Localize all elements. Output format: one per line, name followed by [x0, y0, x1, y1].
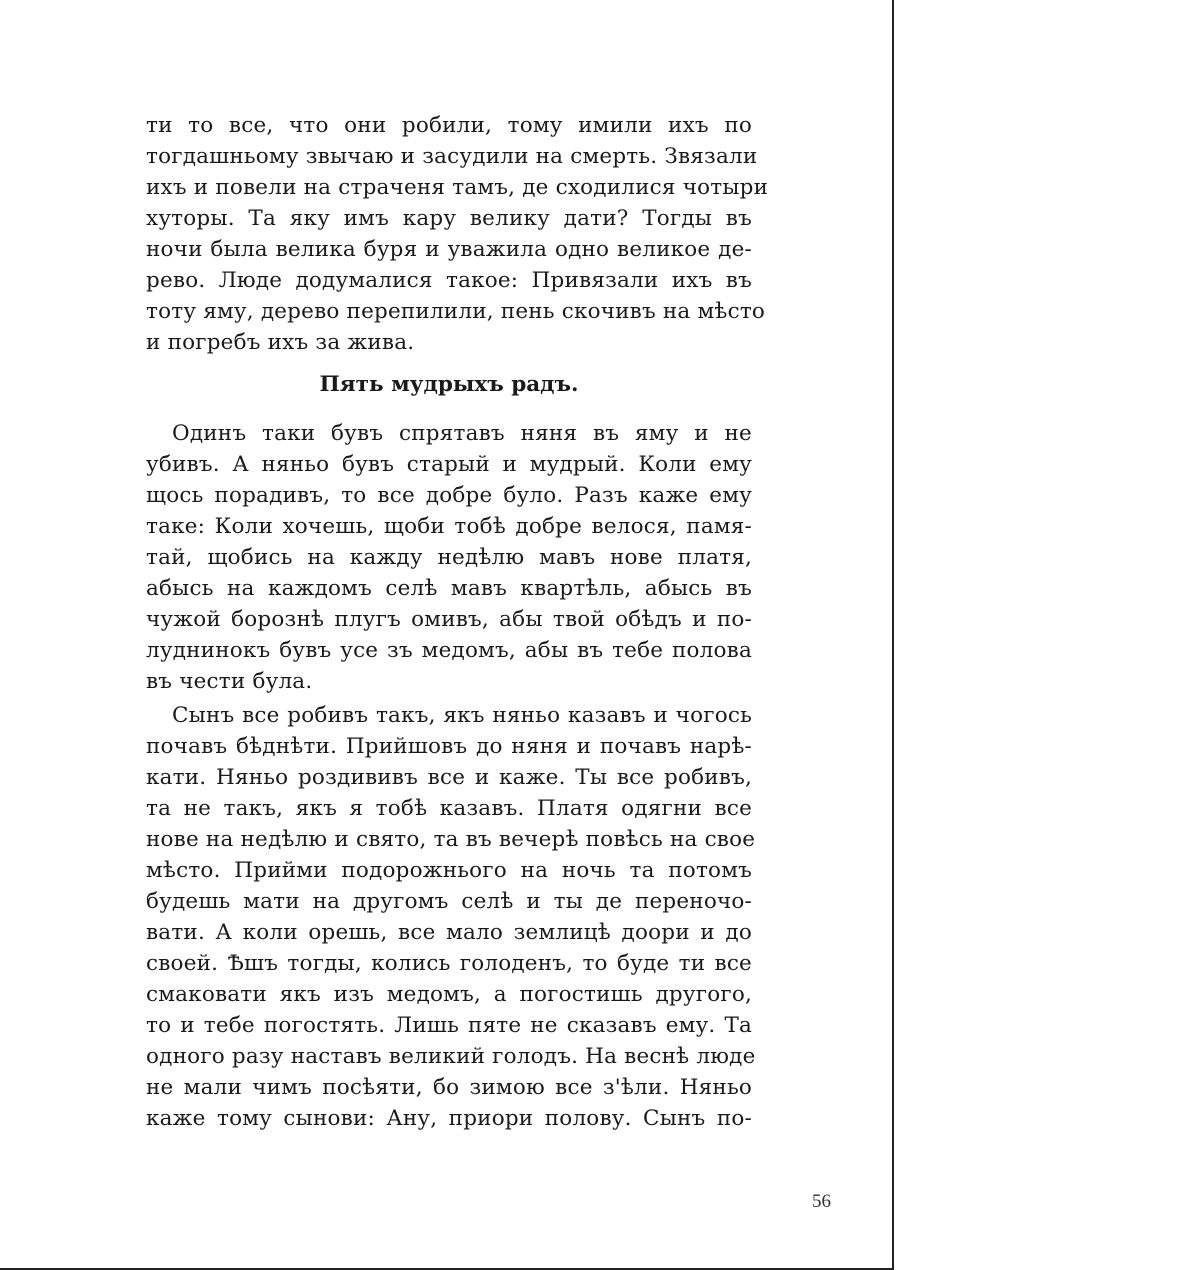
text-line: Одинъ таки бувъ спрятавъ няня въ яму и не: [172, 421, 752, 446]
text-line: въ чести була.: [146, 669, 313, 694]
text-line: своей. Ѣшъ тогды, колись голоденъ, то буде ти все: [146, 951, 752, 976]
page-number: 56: [812, 1191, 831, 1212]
text-line: щось порадивъ, то все добре було. Разъ каже ему: [146, 483, 752, 508]
paragraph-continued: [146, 110, 769, 358]
text-line: луднинокъ бувъ усе зъ медомъ, абы въ тебе полова: [146, 638, 752, 663]
text-line: каже тому сынови: Ану, приори полову. Сынъ по-: [146, 1106, 752, 1131]
text-line: та не такъ, якъ я тобѣ казавъ. Платя одягни все: [146, 796, 752, 821]
text-line: смаковати якъ изъ медомъ, а погостишь другого,: [146, 982, 752, 1007]
text-line: нове на недѣлю и свято, та въ вечерѣ повѣсь на свое: [146, 827, 756, 852]
text-line: не мали чимъ посѣяти, бо зимою все з'ѣли. Няньо: [146, 1075, 752, 1100]
text-line: вати. А коли орешь, все мало землицѣ доори и до: [146, 920, 752, 945]
section-heading: Пять мудрыхъ радъ.: [319, 372, 579, 397]
text-line: ночи была велика буря и уважила одно великое де-: [146, 237, 752, 262]
text-line: кати. Няньо роздививъ все и каже. Ты все робивъ,: [146, 765, 752, 790]
text-line: таке: Коли хочешь, щоби тобѣ добре велося, памя-: [146, 514, 752, 539]
text-line: почавъ бѣднѣти. Прийшовъ до няня и почавъ нарѣ-: [146, 734, 752, 759]
text-line: ти то все, что они робили, тому имили ихъ по: [146, 113, 752, 138]
text-line: ихъ и повели на страченя тамъ, де сходилися чотыри: [146, 175, 769, 200]
text-line: Сынъ все робивъ такъ, якъ няньо казавъ и чогось: [172, 703, 752, 728]
text-line: то и тебе погостять. Лишь пяте не сказавъ ему. Та: [146, 1013, 752, 1038]
text-line: абысь на каждомъ селѣ мавъ квартѣль, абысь въ: [146, 576, 752, 601]
text-line: убивъ. А няньо бувъ старый и мудрый. Коли ему: [146, 452, 752, 477]
text-line: и погребъ ихъ за жива.: [146, 330, 415, 355]
text-line: рево. Люде додумалися такое: Привязали ихъ въ: [146, 268, 752, 293]
text-line: мѣсто. Прийми подорожнього на ночь та потомъ: [146, 858, 752, 883]
text-line: будешь мати на другомъ селѣ и ты де переночо-: [146, 889, 752, 914]
paragraph-1: [146, 418, 752, 697]
text-line: тоту яму, дерево перепилили, пень скочивъ на мѣсто: [146, 299, 766, 324]
text-line: чужой борознѣ плугъ омивъ, абы твой обѣдъ и по-: [146, 607, 752, 632]
paragraph-2: [146, 700, 756, 1134]
text-line: тогдашньому звычаю и засудили на смерть. Звязали: [146, 144, 758, 169]
text-line: одного разу наставъ великий голодъ. На веснѣ люде: [146, 1044, 756, 1069]
text-line: хуторы. Та яку имъ кару велику дати? Тогды въ: [146, 206, 752, 231]
text-line: тай, щобись на кажду недѣлю мавъ нове платя,: [146, 545, 752, 570]
